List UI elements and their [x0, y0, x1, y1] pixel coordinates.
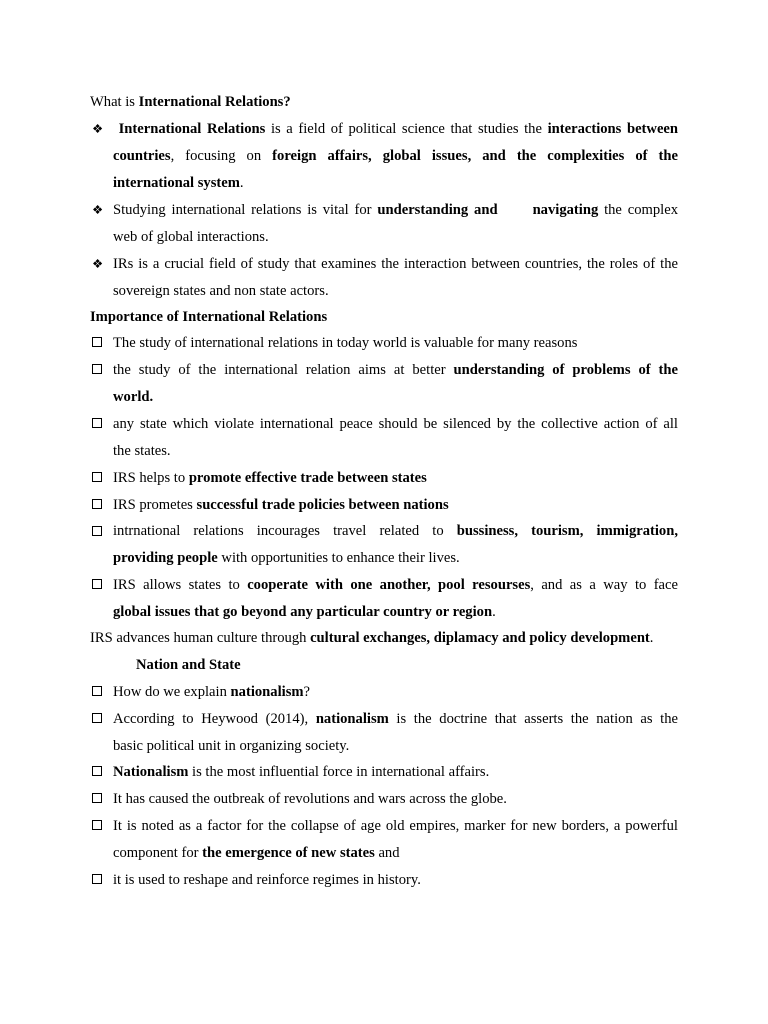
bold-text: understanding of problems of the	[453, 362, 679, 378]
section-heading-nation	[136, 652, 676, 679]
bold-text: International Relations	[118, 121, 266, 137]
text: According to Heywood (2014),	[113, 711, 316, 727]
list-item	[113, 759, 678, 786]
definition-line	[113, 143, 678, 170]
question-heading	[90, 89, 678, 116]
paragraph-irs	[90, 625, 678, 652]
checkbox-bullet-icon	[92, 820, 102, 830]
list-item-continuation: the states.	[113, 443, 171, 459]
text: IRS helps to	[113, 470, 189, 486]
bold-text: Nation and State	[136, 657, 241, 673]
bold-text: successful trade policies between nations	[196, 497, 449, 513]
list-item: it is used to reshape and reinforce regimes in history.	[113, 872, 421, 888]
text: web of global interactions.	[113, 229, 269, 245]
list-item	[113, 465, 678, 492]
list-item: It is noted as a factor for the collapse of age old empires, marker for new borders, a powerful	[113, 818, 678, 834]
diamond-bullet-icon: ❖	[92, 203, 104, 217]
list-item	[113, 492, 678, 519]
bold-text: navigating	[532, 202, 599, 218]
text: is a field of political science that studies the	[265, 121, 548, 137]
bold-text: nationalism	[315, 711, 389, 727]
checkbox-bullet-icon	[92, 418, 102, 428]
text: and	[374, 845, 400, 861]
list-item: The study of international relations in today world is valuable for many reasons	[113, 335, 578, 351]
section-heading-importance	[90, 304, 678, 331]
text: , focusing on	[170, 148, 273, 164]
definition-line	[113, 116, 678, 143]
text: with opportunities to enhance their lives.	[217, 550, 460, 566]
text: component for	[113, 845, 203, 861]
diamond-bullet-icon: ❖	[92, 257, 104, 271]
text: IRS prometes	[113, 497, 197, 513]
text: is the most influential force in international affairs.	[188, 764, 490, 780]
bold-text: the emergence of new states	[202, 845, 375, 861]
checkbox-bullet-icon	[92, 337, 102, 347]
question-prefix: What is	[90, 94, 139, 110]
bold-text: international system	[113, 175, 240, 191]
list-item	[113, 572, 678, 599]
question-title: International Relations?	[138, 94, 291, 110]
diamond-bullet-icon: ❖	[92, 122, 104, 136]
text: the complex	[598, 202, 678, 218]
list-item: any state which violate international peace should be silenced by the collective action of all	[113, 416, 678, 432]
text: Studying international relations is vital for	[113, 202, 378, 218]
bold-text: interactions between	[547, 121, 679, 137]
list-item	[113, 518, 678, 545]
text: .	[239, 175, 244, 191]
bold-text: global issues that go beyond any particular country or region	[113, 604, 493, 620]
text: .	[649, 630, 654, 646]
bold-text: cultural exchanges, diplamacy and policy development	[310, 630, 650, 646]
bold-text: world.	[113, 389, 154, 405]
bold-text: countries	[113, 148, 171, 164]
list-item-continuation	[113, 599, 678, 626]
bold-text: bussiness, tourism, immigration,	[456, 523, 678, 539]
checkbox-bullet-icon	[92, 713, 102, 723]
list-item: It has caused the outbreak of revolutions and wars across the globe.	[113, 791, 507, 807]
checkbox-bullet-icon	[92, 686, 102, 696]
text: IRS advances human culture through	[90, 630, 311, 646]
bold-text: cooperate with one another, pool resourses	[247, 577, 531, 593]
definition-line	[113, 197, 678, 224]
checkbox-bullet-icon	[92, 874, 102, 884]
list-item	[113, 706, 678, 733]
bold-text: understanding and	[377, 202, 498, 218]
list-item-continuation	[113, 840, 678, 867]
checkbox-bullet-icon	[92, 793, 102, 803]
definition-line: sovereign states and non state actors.	[113, 283, 329, 299]
bold-text: promote effective trade between states	[188, 470, 427, 486]
list-item	[113, 679, 678, 706]
text: .	[492, 604, 496, 620]
checkbox-bullet-icon	[92, 364, 102, 374]
bold-text: Nationalism	[113, 764, 189, 780]
definition-line	[113, 224, 678, 251]
definition-line	[113, 170, 678, 197]
text: IRS allows states to	[113, 577, 248, 593]
checkbox-bullet-icon	[92, 472, 102, 482]
text: , and as a way to face	[530, 577, 678, 593]
bold-text: providing people	[113, 550, 218, 566]
checkbox-bullet-icon	[92, 766, 102, 776]
checkbox-bullet-icon	[92, 499, 102, 509]
checkbox-bullet-icon	[92, 579, 102, 589]
text: intrnational relations incourages travel related to	[113, 523, 457, 539]
definition-line: IRs is a crucial field of study that examines the interaction between countries, the roles of the	[113, 256, 678, 272]
list-item-continuation: basic political unit in organizing society.	[113, 738, 350, 754]
list-item-continuation	[113, 384, 678, 411]
list-item-continuation	[113, 545, 678, 572]
checkbox-bullet-icon	[92, 526, 102, 536]
bold-text: Importance of International Relations	[90, 309, 328, 325]
text: How do we explain	[113, 684, 231, 700]
bold-text: nationalism	[230, 684, 304, 700]
text: ?	[303, 684, 311, 700]
text: the study of the international relation aims at better	[113, 362, 454, 378]
bold-text: foreign affairs, global issues, and the complexities of the	[272, 148, 678, 164]
text: is the doctrine that asserts the nation as the	[388, 711, 679, 727]
list-item	[113, 357, 678, 384]
